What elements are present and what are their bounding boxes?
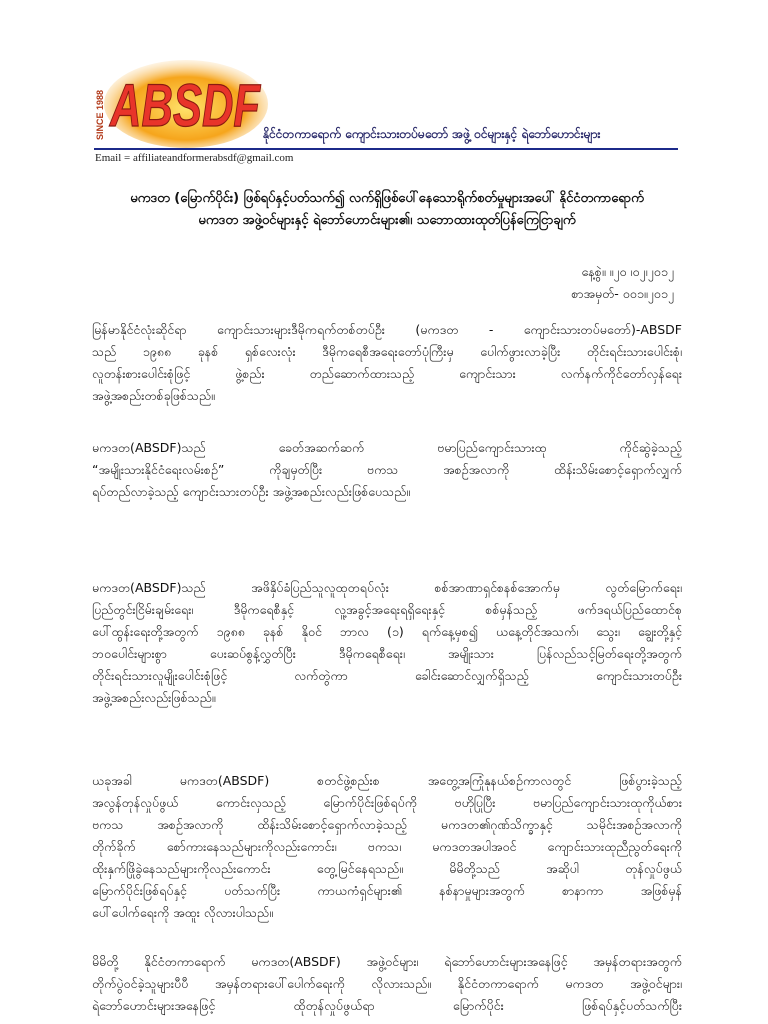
paragraph-4 xyxy=(92,770,682,924)
paragraph-line: ပေါ်ပေါက်ရေးကို အထူး လိုလားပါသည်။ xyxy=(92,905,273,920)
logo-text: ABSDF xyxy=(108,72,261,139)
paragraph-line: “အမျိုးသားနိုင်ငံရေးလမ်းစဉ်” ကိုချမှတ်ပြီး ဗကသ အစဉ်အလာကို ထိန်းသိမ်းစောင့်ရှောက်လျှက် xyxy=(92,462,682,477)
paragraph-line: မိမိတို့ နိုင်ငံတကာရောက် မကဒတ(ABSDF) အဖွဲ့ဝင်များ၊ ရဲဘော်ဟောင်းများအနေဖြင့် အမှန်တရားအတွက် xyxy=(92,954,682,969)
paragraph-line: ထိုးနှက်ဖြိုခွဲနေသည်များကိုလည်းကောင်း တွေ့မြင်နေရသည်။ မိမိတို့သည် အဆိုပါ တုန်လှုပ်ဖွယ် xyxy=(92,861,682,876)
paragraph-line: တိုက်ခိုက် စော်ကားနေသည်များကိုလည်းကောင်း၊ ဗကသ၊ မကဒတအပါအဝင် ကျောင်းသားထုညီညွတ်ရေးကို xyxy=(92,839,682,854)
paragraph-line: တိုက်ပွဲဝင်ခဲ့သူများပီပီ အမှန်တရားပေါ်ပေါက်ရေးကို လိုလားသည်။ နိုင်ငံတကာရောက် မကဒတ အဖွဲ့ဝင်များ၊ xyxy=(92,976,682,991)
paragraph-line: မြောက်ပိုင်းဖြစ်ရပ်နှင့် ပတ်သက်ပြီး ကာယကံရှင်များ၏ နစ်နာမှုများအတွက် စာနာကာ အဖြစ်မှန် xyxy=(92,883,682,898)
paragraph-2 xyxy=(92,437,682,503)
date-reference-block xyxy=(571,261,674,305)
paragraph-line: ပေါ်ထွန်းရေးတို့အတွက် ၁၉၈၈ ခုနစ် နိုဝင် ဘာလ (၁) ရက်နေ့မှစ၍ ယနေ့တိုင်အသက်၊ သွေး၊ ချွေးတို့နှင့် xyxy=(92,624,682,639)
paragraph-line: မကဒတ(ABSDF)သည် ခေတ်အဆက်ဆက် ဗမာပြည်ကျောင်းသားထု ကိုင်ဆွဲခဲ့သည့် xyxy=(92,440,682,455)
absdf-logo xyxy=(94,56,264,146)
paragraph-line: အလွန်တုန်လှုပ်ဖွယ် ကောင်းလှသည့် မြောက်ပိုင်းဖြစ်ရပ်ကို ဗဟိုပြုပြီး ဗမာပြည်ကျောင်းသားထုကိုယ်စား xyxy=(92,795,682,810)
paragraph-line: ဗကသ အစဉ်အလာကို ထိန်းသိမ်းစောင့်ရှောက်လာခဲ့သည့် မကဒတ၏ဂုဏ်သိက္ခာနှင့် သမိုင်းအစဉ်အလာကို xyxy=(92,817,682,832)
header-divider xyxy=(94,148,678,150)
paragraph-line: အဖွဲ့အစည်းလည်းဖြစ်သည်။ xyxy=(92,690,216,705)
logo-side-text: SINCE 1988 xyxy=(95,89,105,140)
paragraph-line: ယခုအခါ မကဒတ(ABSDF) စတင်ဖွဲ့စည်းစ အတွေ့အကြုံနုနယ်စဉ်ကာလတွင် ဖြစ်ပွားခဲ့သည့် xyxy=(92,773,682,788)
letterhead xyxy=(94,56,686,166)
paragraph-line: လူတန်းစားပေါင်းစုံဖြင့် ဖွဲ့စည်း တည်ဆောက်ထားသည့် ကျောင်းသား လက်နက်ကိုင်တော်လှန်ရေး xyxy=(92,366,682,381)
title-line: မကဒတ (မြောက်ပိုင်း) ဖြစ်ရပ်နှင့်ပတ်သက်၍ လက်ရှိဖြစ်ပေါ်နေသောရိုက်စတ်မှုများအပေါ် နိုင်ငံတကာရောက် xyxy=(130,191,644,206)
paragraph-3 xyxy=(92,577,682,709)
title-line: မကဒတ အဖွဲ့ဝင်များနှင့် ရဲဘော်ဟောင်းများ၏၊ သဘောထားထုတ်ပြန်ကြေငြာချက် xyxy=(198,213,576,228)
paragraph-line: သည် ၁၉၈၈ ခုနစ် ရှစ်လေးလုံး ဒီမိုကရေစီအရေးတော်ပုံကြီးမှ ပေါက်ဖွားလာခဲ့ပြီး တိုင်းရင်းသားပေါင်းစုံ၊ xyxy=(92,344,682,359)
paragraph-line: မကဒတ(ABSDF)သည် အဖိနှိပ်ခံပြည်သူလူထုတရပ်လုံး စစ်အာဏာရှင်စနစ်အောက်မှ လွတ်မြောက်ရေး၊ xyxy=(92,580,682,595)
organization-name: နိုင်ငံတကာရောက် ကျောင်းသားတပ်မတော် အဖွဲ့ ဝင်များနှင့် ရဲဘော်ဟောင်းများ xyxy=(263,127,601,141)
document-date: နေ့စွဲ။ ။၂၀ ၊၀၂၊၂၀၁၂ xyxy=(581,264,674,279)
paragraph-5 xyxy=(92,951,682,1017)
statement-title xyxy=(92,188,682,232)
paragraph-line: ဘဝပေါင်းများစွာ ပေးဆပ်စွန့်လွှတ်ပြီး ဒီမိုကရေစီရေး၊ အမျိုးသား ပြန်လည်သင့်မြတ်ရေးတို့အတွက် xyxy=(92,646,682,661)
paragraph-line: တိုင်းရင်းသားလူမျိုးပေါင်းစုံဖြင့် လက်တွဲကာ ခေါင်းဆောင်လျှက်ရှိသည့် ကျောင်းသားတပ်ဦး xyxy=(92,668,682,683)
paragraph-line: ရပ်တည်လာခဲ့သည့် ကျောင်းသားတပ်ဦး အဖွဲ့အစည်းလည်းဖြစ်ပေသည်။ xyxy=(92,484,411,499)
paragraph-line: အဖွဲ့အစည်းတစ်ခုဖြစ်သည်။ xyxy=(92,388,215,403)
paragraph-line: ရဲဘော်ဟောင်းများအနေဖြင့် ထိုတုန်လှုပ်ဖွယ်ရာ မြောက်ပိုင်း ဖြစ်ရပ်နှင့်ပတ်သက်ပြီး xyxy=(92,998,682,1013)
contact-email: Email = affiliateandformerabsdf@gmail.com xyxy=(95,152,294,164)
paragraph-line: ပြည်တွင်းငြိမ်းချမ်းရေး၊ ဒီမိုကရေစီနှင့် လူ့အခွင့်အရေးရရှိရေးနှင့် စစ်မှန်သည့် ဖက်ဒရယ်ပြည်ထောင်စု xyxy=(92,602,682,617)
paragraph-line: မြန်မာနိုင်ငံလုံးဆိုင်ရာ ကျောင်းသားများဒီမိုကရက်တစ်တပ်ဦး (မကဒတ - ကျောင်းသားတပ်မတော်)-ABSDF xyxy=(92,322,682,337)
document-reference-number: စာအမှတ်- ၀၀၁။၂၀၁၂ xyxy=(571,286,674,301)
paragraph-1 xyxy=(92,319,682,407)
